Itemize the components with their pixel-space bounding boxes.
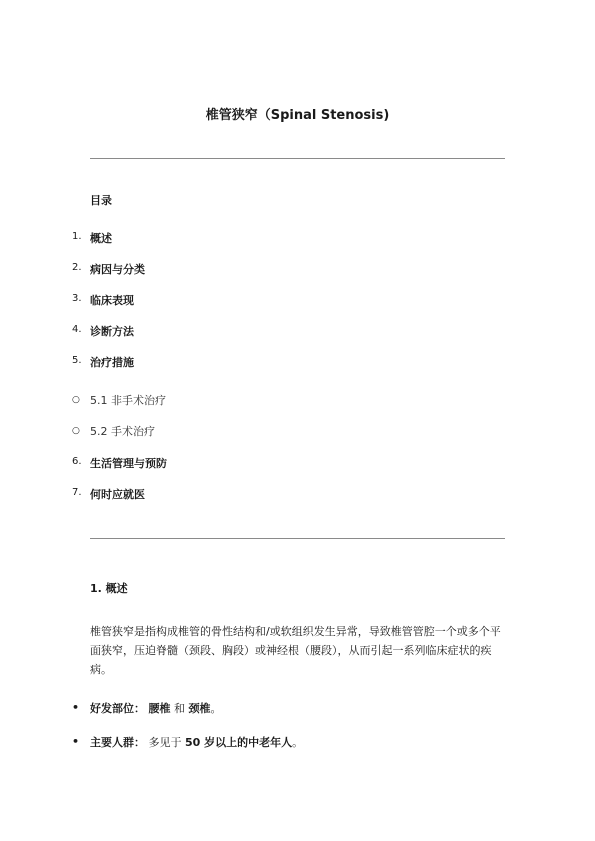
toc-item-label: 病因与分类 — [90, 263, 145, 276]
toc-subitem-label: 5.1 非手术治疗 — [90, 394, 166, 407]
document-title: 椎管狭窄（Spinal Stenosis) — [205, 108, 390, 123]
section-paragraph: 椎管狭窄是指构成椎管的骨性结构和/或软组织发生异常，导致椎管管腔一个或多个平面狭窄，压迫脊髓（颈段、胸段）或神经根（腰段），从而引起一系列临床症状的疾病。 — [90, 625, 501, 676]
bullet-icon: • — [72, 735, 80, 748]
toc-heading: 目录 — [90, 194, 112, 207]
bullet-punctuation: 。 — [292, 736, 304, 749]
bullet-term: 50 岁以上的中老年人 — [185, 736, 293, 749]
toc-item-label: 诊断方法 — [90, 325, 134, 338]
bullet-term: 腰椎 — [148, 702, 171, 715]
bullet-icon: • — [72, 701, 80, 714]
hollow-circle-icon: ○ — [72, 395, 80, 405]
toc-item-number: 4. — [72, 324, 82, 335]
bullet-term: 颈椎 — [188, 702, 211, 715]
toc-item-number: 2. — [72, 262, 82, 273]
hollow-circle-icon: ○ — [72, 426, 80, 436]
top-divider — [90, 158, 505, 159]
toc-item-label: 治疗措施 — [90, 356, 134, 369]
bullet-label: 主要人群： — [90, 736, 145, 749]
bullet-label: 好发部位： — [90, 702, 145, 715]
toc-item-number: 3. — [72, 293, 82, 304]
toc-item-number: 7. — [72, 487, 82, 498]
bullet-text: 多见于 — [148, 736, 185, 749]
toc-item-number: 6. — [72, 456, 82, 467]
bullet-connector: 和 — [170, 702, 189, 715]
toc-subitem-label: 5.2 手术治疗 — [90, 425, 155, 438]
section-heading: 1. 概述 — [90, 582, 128, 595]
toc-item-label: 何时应就医 — [90, 488, 145, 501]
toc-item-number: 5. — [72, 355, 82, 366]
section-divider — [90, 538, 505, 539]
bullet-punctuation: 。 — [210, 702, 222, 715]
toc-item-number: 1. — [72, 231, 82, 242]
toc-item-label: 概述 — [90, 232, 112, 245]
toc-item-label: 生活管理与预防 — [90, 457, 167, 470]
toc-item-label: 临床表现 — [90, 294, 134, 307]
